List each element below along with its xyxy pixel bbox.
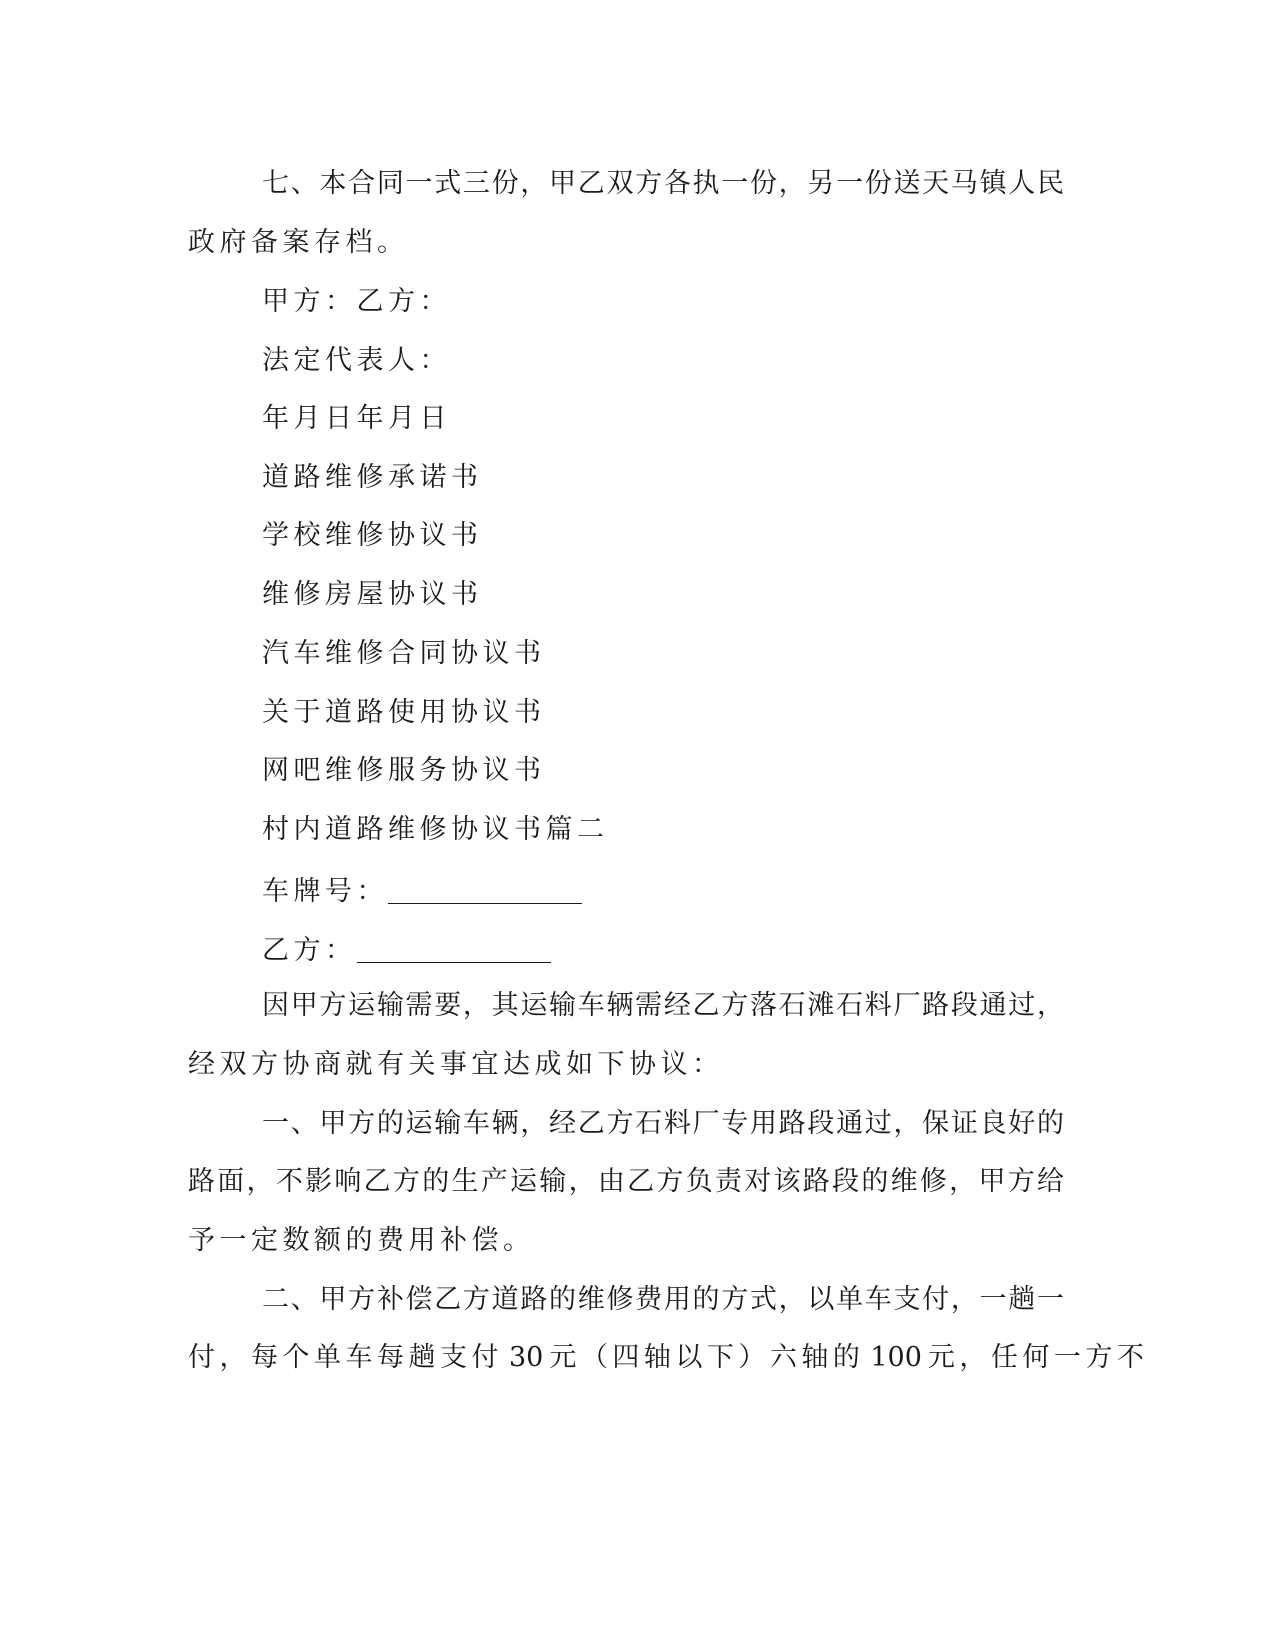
section-heading-part-two: 村内道路维修协议书篇二 — [262, 814, 609, 845]
related-link-netcafe-repair: 网吧维修服务协议书 — [262, 755, 546, 786]
legal-representative: 法定代表人： — [262, 345, 451, 376]
fee-amount-four-axle: 30 — [509, 1342, 544, 1373]
clause-two-line-1: 二、甲方补偿乙方道路的维修费用的方式，以单车支付，一趟一 — [262, 1284, 1064, 1315]
clause-two-text-b: 元（四轴以下）六轴的 — [549, 1342, 865, 1373]
clause-seven-line-1: 七、本合同一式三份，甲乙双方各执一份，另一份送天马镇人民 — [262, 168, 1064, 199]
plate-number-label: 车牌号： — [262, 876, 388, 907]
plate-number-blank — [388, 875, 582, 904]
party-b-row — [262, 930, 551, 969]
clause-two-line-2 — [188, 1340, 1148, 1376]
related-link-school-repair: 学校维修协议书 — [262, 520, 483, 551]
fee-amount-six-axle: 100 — [870, 1342, 922, 1373]
party-b-blank — [357, 934, 551, 963]
plate-number-row — [262, 871, 582, 910]
clause-one-line-2: 路面，不影响乙方的生产运输，由乙方负责对该路段的维修，甲方给 — [188, 1166, 1064, 1197]
party-b-label: 乙方： — [262, 935, 357, 966]
related-link-house-repair: 维修房屋协议书 — [262, 579, 483, 610]
signature-dates: 年月日年月日 — [262, 403, 451, 434]
preamble-line-1: 因甲方运输需要，其运输车辆需经乙方落石滩石料厂路段通过， — [262, 990, 1064, 1021]
clause-two-text-c: 元，任何一方不 — [927, 1342, 1149, 1373]
related-link-road-repair-pledge: 道路维修承诺书 — [262, 462, 483, 493]
signature-parties: 甲方：乙方： — [262, 286, 451, 317]
related-link-road-use: 关于道路使用协议书 — [262, 697, 546, 728]
clause-two-text-a: 付，每个单车每趟支付 — [188, 1342, 503, 1373]
clause-one-line-3: 予一定数额的费用补偿。 — [188, 1225, 535, 1256]
clause-seven-line-2: 政府备案存档。 — [188, 227, 409, 258]
preamble-line-2: 经双方协商就有关事宜达成如下协议： — [188, 1049, 724, 1080]
related-link-car-repair: 汽车维修合同协议书 — [262, 638, 546, 669]
clause-one-line-1: 一、甲方的运输车辆，经乙方石料厂专用路段通过，保证良好的 — [262, 1108, 1064, 1139]
